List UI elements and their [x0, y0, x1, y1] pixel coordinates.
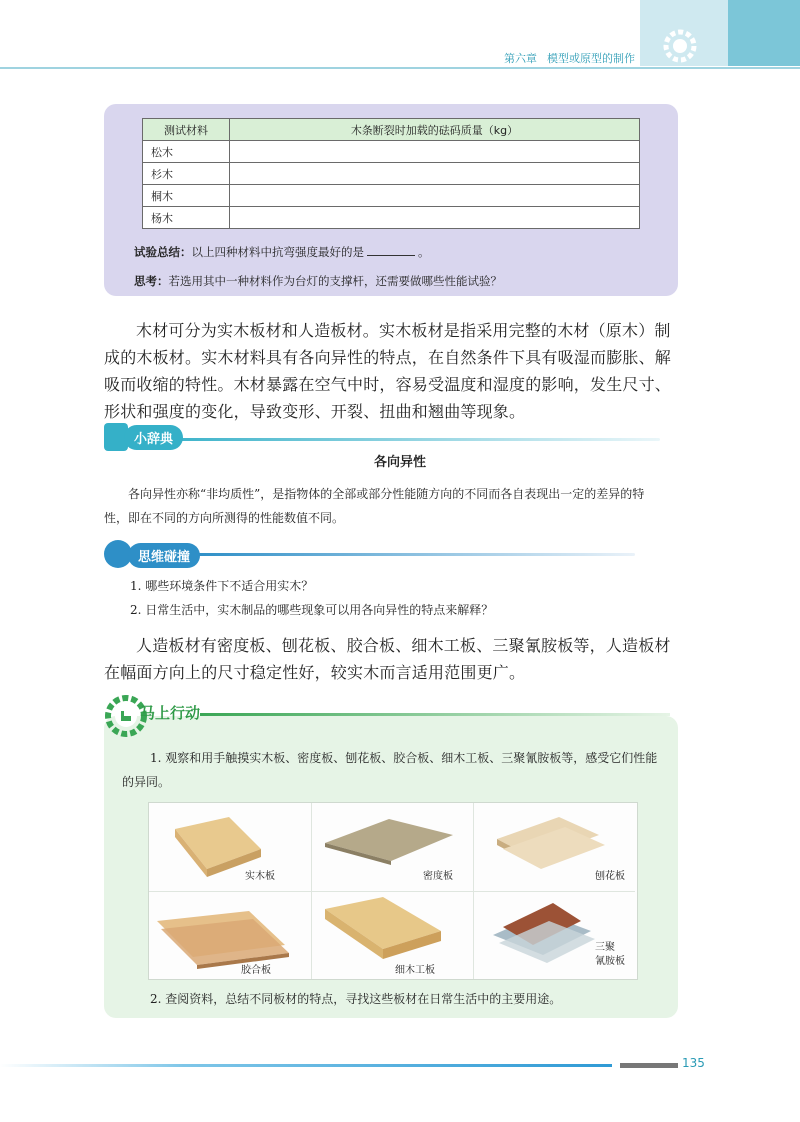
value-cell[interactable] — [230, 185, 640, 207]
table-row — [143, 141, 640, 163]
thinking-label: 思考： — [134, 274, 169, 288]
material-cell: 松木 — [143, 141, 230, 163]
board-sample-melamine — [473, 891, 635, 979]
footer-bar — [620, 1063, 678, 1068]
summary-end: 。 — [418, 245, 430, 259]
material-cell: 杨木 — [143, 207, 230, 229]
header-divider — [0, 67, 800, 69]
plywood-board-image — [149, 891, 311, 979]
table-row — [143, 185, 640, 207]
chapter-title: 模型或原型的制作 — [547, 52, 635, 65]
header-tab-accent — [728, 0, 800, 66]
page-number: 135 — [682, 1056, 705, 1070]
summary-text: 以上四种材料中抗弯强度最好的是 — [191, 245, 364, 259]
test-summary — [134, 244, 430, 260]
board-sample-mdf — [311, 803, 474, 892]
column-header-material: 测试材料 — [143, 119, 230, 141]
chapter-heading — [504, 50, 635, 66]
board-sample-blockboard — [311, 891, 474, 979]
thinking-text: 若选用其中一种材料作为台灯的支撑杆，还需要做哪些性能试验？ — [168, 274, 502, 288]
table-header-row — [143, 119, 640, 141]
blockboard-image — [311, 891, 473, 979]
board-caption: 细木工板 — [395, 965, 435, 976]
solid-board-image — [149, 803, 311, 891]
body-paragraph-wood: 木材可分为实木板材和人造板材。实木板材是指采用完整的木材（原木）制成的木板材。实木材料具有各向异性的特点，在自然条件下具有吸湿而膨胀、解吸而收缩的特性。木材暴露在空气中时，容易受温度和湿度的影响，发生尺寸、形状和强度的变化，导致变形、开裂、扭曲和翘曲等现象。 — [104, 321, 672, 421]
action-task-1: 1. 观察和用手触摸实木板、密度板、刨花板、胶合板、细木工板、三聚氰胺板等，感受它们性能的异同。 — [122, 751, 658, 789]
dictionary-text: 各向异性亦称“非均质性”，是指物体的全部或部分性能随方向的不同而各自表现出一定的差异的特性，即在不同的方向所测得的性能数值不同。 — [104, 487, 645, 525]
board-sample-particle — [473, 803, 635, 892]
board-samples-grid — [148, 802, 638, 980]
value-cell[interactable] — [230, 207, 640, 229]
board-caption: 胶合板 — [241, 965, 271, 976]
dictionary-label: 小辞典 — [124, 425, 183, 450]
board-caption: 实木板 — [245, 871, 275, 882]
column-header-mass: 木条断裂时加载的砝码质量（kg） — [230, 119, 640, 141]
mind-question: 1. 哪些环境条件下不适合用实木？ — [130, 579, 314, 593]
board-caption: 刨花板 — [595, 871, 625, 882]
material-cell: 桐木 — [143, 185, 230, 207]
value-cell[interactable] — [230, 163, 640, 185]
table-row — [143, 207, 640, 229]
test-table — [142, 118, 640, 229]
summary-label: 试验总结： — [134, 245, 192, 259]
action-task-2: 2. 查阅资料，总结不同板材的特点，寻找这些板材在日常生活中的主要用途。 — [150, 992, 562, 1006]
mind-divider — [195, 553, 635, 556]
chapter-number: 第六章 — [504, 52, 537, 65]
value-cell[interactable] — [230, 141, 640, 163]
material-cell: 杉木 — [143, 163, 230, 185]
page-header — [0, 0, 800, 70]
board-caption: 密度板 — [423, 871, 453, 882]
board-sample-plywood — [149, 891, 312, 979]
mind-question: 2. 日常生活中，实木制品的哪些现象可以用各向异性的特点来解释？ — [130, 603, 494, 617]
mind-label: 思维碰撞 — [128, 543, 200, 568]
gear-icon — [660, 26, 700, 66]
dictionary-title: 各向异性 — [373, 455, 426, 470]
body-paragraph-engineered: 人造板材有密度板、刨花板、胶合板、细木工板、三聚氰胺板等，人造板材在幅面方向上的尺寸稳定性好，较实木而言适用范围更广。 — [104, 636, 671, 682]
thinking-prompt — [134, 273, 502, 289]
table-row — [143, 163, 640, 185]
board-sample-solid — [149, 803, 312, 892]
summary-blank[interactable] — [367, 255, 415, 256]
board-caption: 三聚 氰胺板 — [595, 942, 625, 967]
action-label: 马上行动 — [140, 704, 201, 722]
action-divider — [200, 713, 670, 716]
dictionary-divider — [150, 438, 660, 441]
footer-divider — [0, 1064, 612, 1067]
